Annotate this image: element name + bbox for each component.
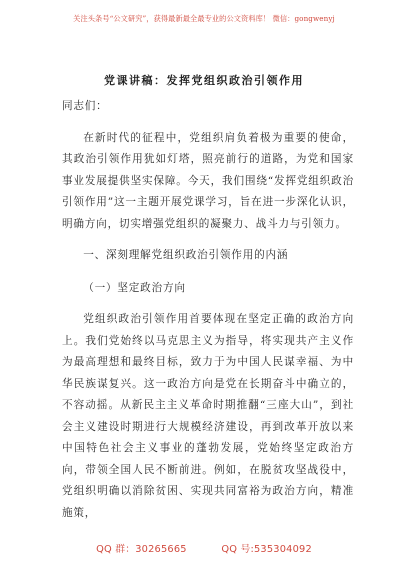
- qq-number-label: QQ 号:535304092: [221, 544, 312, 555]
- section-heading: 一、深刻理解党组织政治引领作用的内涵: [83, 249, 289, 261]
- paragraph-body: 党组织政治引领作用首要体现在坚定正确的政治方向上。我们党始终以马克思主义为指导，将实现共产主义作为最高理想和最终目标，致力于为中国人民谋幸福、为中华民族谋复兴。这一政治方向是党在长期奋斗中确立的，不容动摇。从新民主主义革命时期推翻“三座大山”，到社会主义建设时期进行大规模经济建设，再到改革开放以来中国特色社会主义事业的蓬勃发展，党始终坚定政治方向，带领全国人民不断前进。例如，在脱贫攻坚战役中，党组织明确以消除贫困、实现共同富裕为政治方向，精准施策，: [62, 313, 354, 519]
- header-banner: 关注头条号“公文研究”，获得最新最全最专业的公文资料库！ 微信：gongwenyj: [73, 14, 335, 23]
- footer-contact: [0, 541, 408, 555]
- subsection-heading: （一）坚定政治方向: [83, 281, 186, 294]
- greeting: 同志们：: [62, 100, 108, 112]
- page-title: 党课讲稿：发挥党组织政治引领作用: [104, 74, 304, 87]
- paragraph-intro: 在新时代的征程中，党组织肩负着极为重要的使命，其政治引领作用犹如灯塔，照亮前行的道路，为党和国家事业发展提供坚实保障。今天，我们围绕“发挥党组织政治引领作用”这一主题开展党课学习，旨在进一步深化认识，明确方向，切实增强党组织的凝聚力、战斗力与引领力。: [62, 131, 354, 230]
- document-body: [62, 96, 354, 524]
- qq-group-label: QQ 群：30265665: [96, 544, 187, 555]
